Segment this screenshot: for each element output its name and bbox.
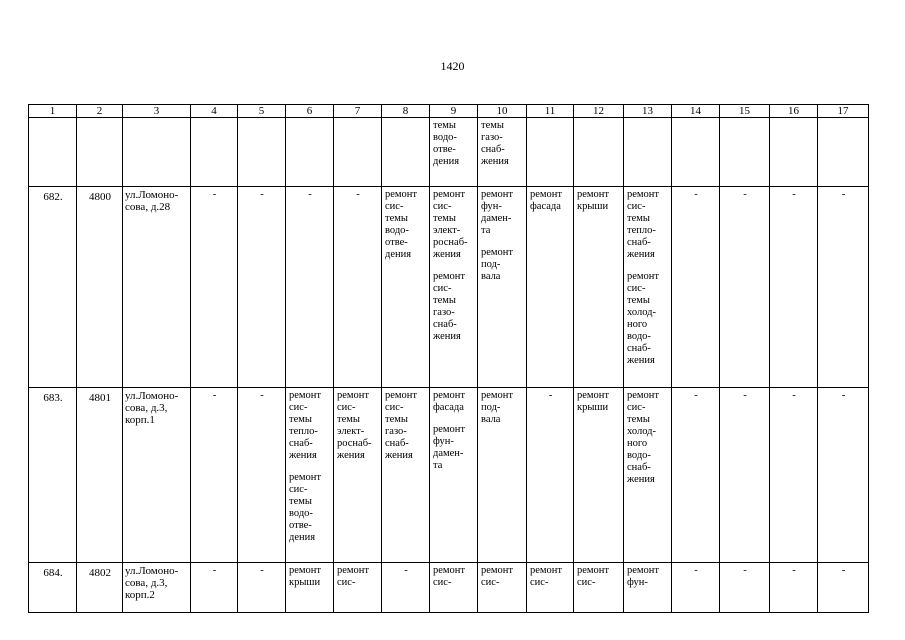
work-entry: ремонт сис- темы водо- отве- дения: [385, 189, 418, 260]
work-entry: ремонт фун- дамен- та: [433, 424, 466, 471]
table-cell: ул.Ломоно- сова, д.3, корп.2: [125, 565, 179, 601]
work-entry: ремонт сис- темы тепло- снаб- жения: [289, 390, 322, 461]
work-entry: ремонт фасада: [530, 189, 563, 212]
table-cell: 682.: [43, 191, 63, 203]
work-entry: -: [404, 565, 408, 576]
table-cell: [624, 388, 671, 486]
table-cell: 684.: [43, 567, 63, 579]
table-cell: [430, 388, 477, 472]
work-entry: ремонт сис- темы тепло- снаб- жения: [627, 189, 660, 260]
work-entry: ремонт сис- темы элект- роснаб- жения: [433, 189, 468, 260]
column-header: 4: [191, 105, 238, 118]
table-cell: -: [792, 565, 796, 576]
table-cell: [382, 388, 429, 462]
table-cell: [478, 187, 526, 283]
table-cell: 4802: [89, 567, 111, 579]
table-cell: [334, 563, 381, 589]
table-cell: -: [260, 390, 264, 401]
column-header: 6: [286, 105, 334, 118]
table-cell: [382, 563, 429, 577]
table-cell: [527, 388, 573, 402]
table-cell: [334, 187, 381, 201]
work-entry: ремонт крыши: [577, 390, 610, 413]
table-cell: -: [694, 565, 698, 576]
table-cell: [574, 563, 623, 589]
table-cell: -: [841, 565, 846, 576]
work-entry: ремонт под- вала: [481, 390, 514, 425]
table-cell: [624, 563, 671, 589]
table-cell: 4800: [89, 191, 111, 203]
column-header: 12: [574, 105, 624, 118]
table-cell: [574, 187, 623, 213]
table-cell: -: [841, 390, 846, 401]
column-header: 1: [29, 105, 77, 118]
work-entry: ремонт фун- дамен- та: [481, 189, 514, 236]
table-cell: [286, 388, 333, 544]
table-cell: -: [743, 390, 747, 401]
table-cell: [382, 187, 429, 261]
work-entry: ремонт фун-: [627, 565, 660, 588]
table-row: [29, 563, 869, 613]
table-cell: -: [743, 565, 747, 576]
work-entry: ремонт под- вала: [481, 247, 514, 282]
table-cell: -: [212, 390, 217, 401]
column-header: 13: [624, 105, 672, 118]
table-cell: [574, 388, 623, 414]
table-cell: [334, 388, 381, 462]
table-cell: [478, 388, 526, 426]
work-entry: ремонт фасада: [433, 390, 466, 413]
table-cell: темы водо- отве- дения: [433, 120, 460, 167]
table-cell: -: [212, 565, 217, 576]
column-header: 2: [77, 105, 123, 118]
page-number: 1420: [440, 59, 465, 73]
table-cell: -: [841, 189, 846, 200]
table-cell: -: [212, 189, 217, 200]
column-header: 15: [720, 105, 770, 118]
table-cell: [286, 563, 333, 589]
table-row: [29, 187, 869, 388]
table-cell: -: [260, 189, 264, 200]
column-header: 3: [123, 105, 191, 118]
continuation-row: [29, 118, 869, 187]
work-entry: ремонт сис-: [577, 565, 610, 588]
table-cell: -: [792, 189, 796, 200]
work-entry: -: [308, 189, 312, 200]
work-entry: ремонт сис- темы холод- ного водо- снаб- жения: [627, 271, 660, 366]
work-entry: -: [548, 390, 553, 401]
table-cell: -: [260, 565, 264, 576]
column-header: 9: [430, 105, 478, 118]
table-cell: [430, 187, 477, 343]
column-number-row: [29, 105, 869, 118]
column-header: 7: [334, 105, 382, 118]
table-cell: 4801: [89, 392, 111, 404]
column-header: 5: [238, 105, 286, 118]
work-entry: ремонт сис-: [530, 565, 563, 588]
work-entry: ремонт сис- темы холод- ного водо- снаб- жения: [627, 390, 660, 485]
table-cell: -: [792, 390, 796, 401]
column-header: 14: [672, 105, 720, 118]
work-entry: ремонт крыши: [289, 565, 322, 588]
table-cell: [286, 187, 333, 201]
work-entry: ремонт сис-: [433, 565, 466, 588]
table-row: [29, 388, 869, 563]
table-cell: -: [743, 189, 747, 200]
column-header: 16: [770, 105, 818, 118]
column-header: 8: [382, 105, 430, 118]
table-cell: темы газо- снаб- жения: [481, 120, 509, 167]
table-cell: [527, 563, 573, 589]
column-header: 17: [818, 105, 869, 118]
work-entry: ремонт сис-: [337, 565, 370, 588]
repair-schedule-table: [28, 104, 869, 613]
work-entry: ремонт сис- темы газо- снаб- жения: [385, 390, 418, 461]
work-entry: ремонт сис- темы элект- роснаб- жения: [337, 390, 372, 461]
work-entry: ремонт сис- темы газо- снаб- жения: [433, 271, 466, 342]
table-cell: -: [694, 390, 698, 401]
work-entry: ремонт крыши: [577, 189, 610, 212]
table-cell: [478, 563, 526, 589]
table-cell: [430, 563, 477, 589]
column-header: 11: [527, 105, 574, 118]
work-entry: ремонт сис-: [481, 565, 514, 588]
table-cell: ул.Ломоно- сова, д.3, корп.1: [125, 390, 179, 426]
table-cell: [527, 187, 573, 213]
work-entry: ремонт сис- темы водо- отве- дения: [289, 472, 322, 543]
table-cell: -: [694, 189, 698, 200]
table-cell: ул.Ломоно- сова, д.28: [125, 189, 179, 213]
table-cell: [624, 187, 671, 367]
table-cell: 683.: [43, 392, 63, 404]
column-header: 10: [478, 105, 527, 118]
work-entry: -: [356, 189, 360, 200]
